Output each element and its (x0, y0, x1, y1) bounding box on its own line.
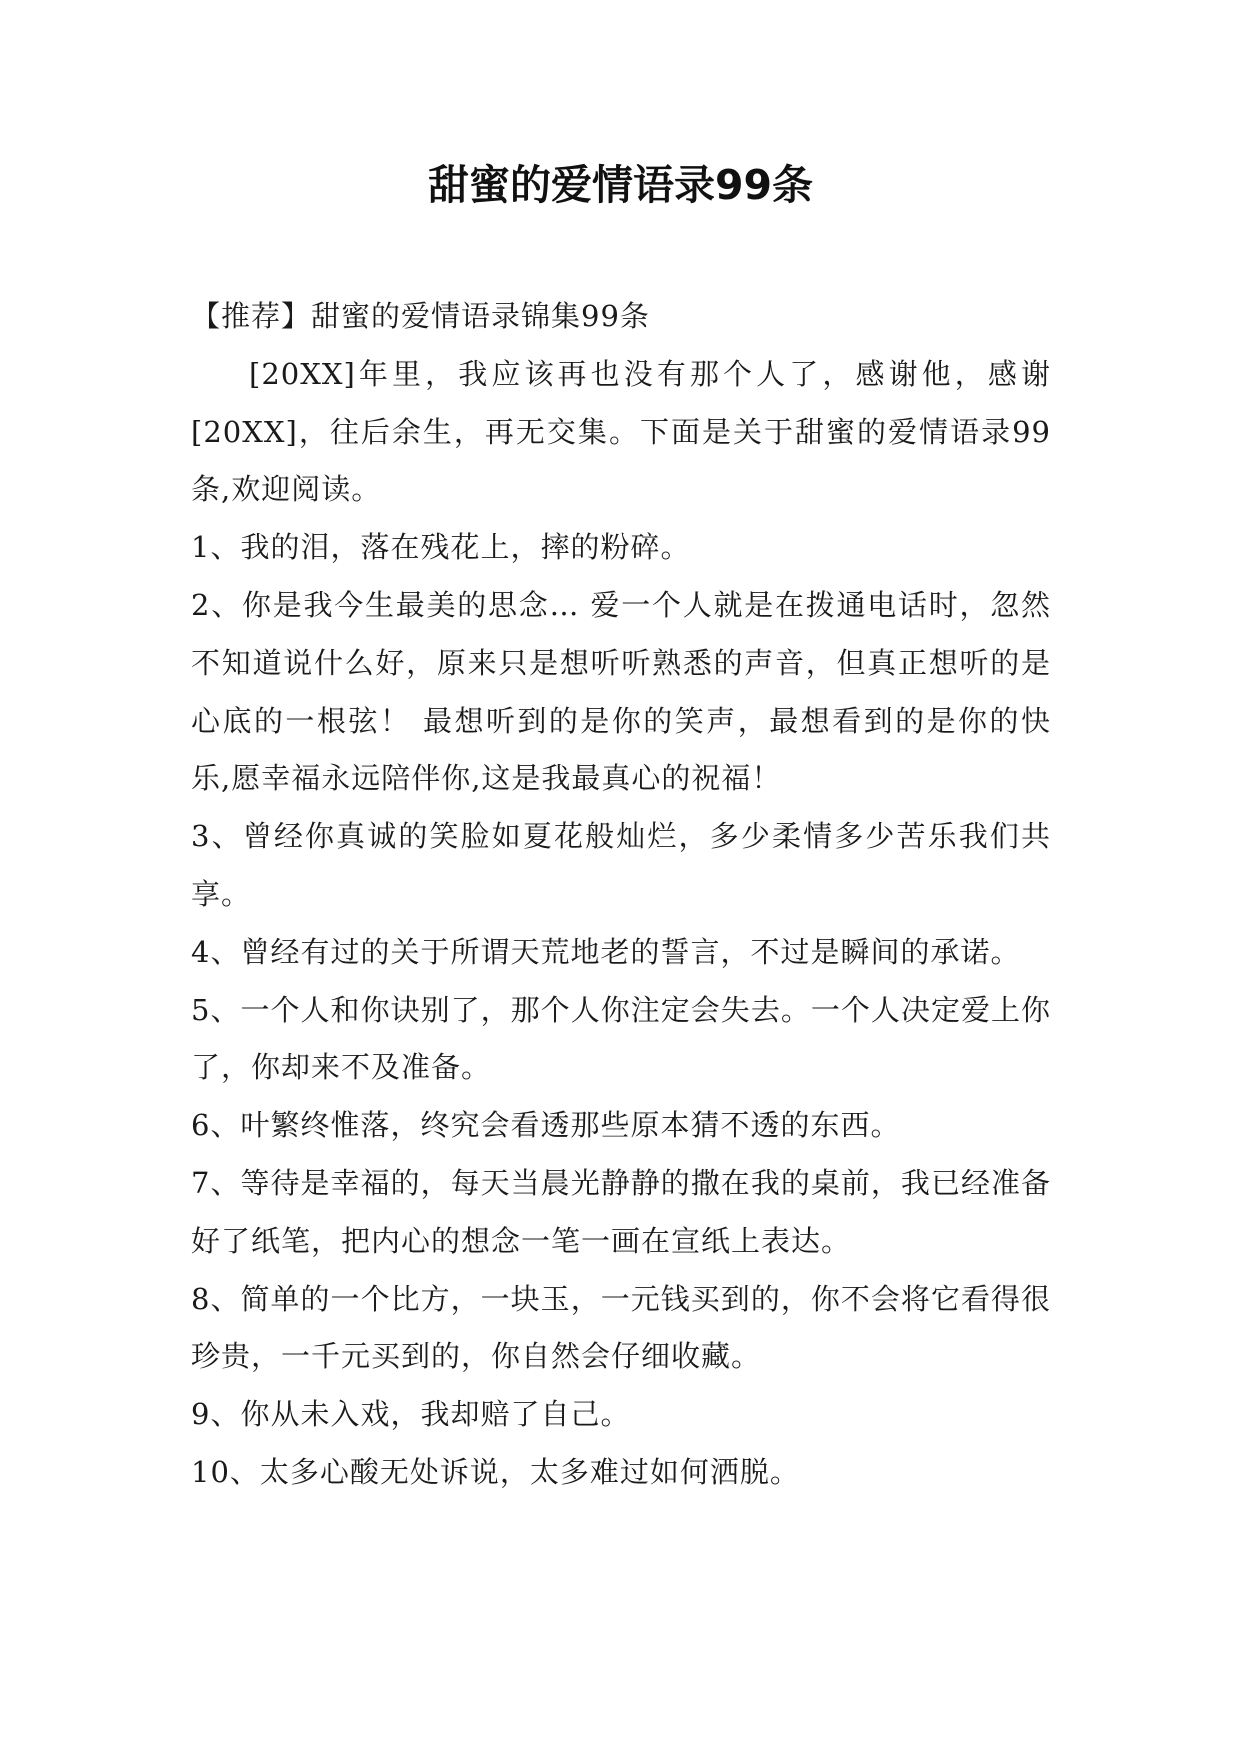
document-body (191, 288, 1051, 1502)
document-title: 甜蜜的爱情语录99条 (427, 161, 814, 209)
quote-item-10: 10、太多心酸无处诉说，太多难过如何洒脱。 (191, 1454, 800, 1489)
quote-item-3: 3、曾经你真诚的笑脸如夏花般灿烂，多少柔情多少苦乐我们共享。 (191, 819, 1051, 911)
quote-item-7: 7、等待是幸福的，每天当晨光静静的撒在我的桌前，我已经准备好了纸笔，把内心的想念一笔一画在宣纸上表达。 (191, 1165, 1051, 1258)
quote-item-2: 2、你是我今生最美的思念… 爱一个人就是在拨通电话时，忽然不知道说什么好，原来只是想听听熟悉的声音，但真正想听的是心底的一根弦！ 最想听到的是你的笑声，最想看到的是你的快乐,愿幸福永远陪伴你,这是我最真心的祝福！ (191, 587, 1051, 796)
quote-item-1: 1、我的泪，落在残花上，摔的粉碎。 (191, 530, 691, 565)
intro-paragraph: [20XX]年里，我应该再也没有那个人了，感谢他，感谢[20XX]，往后余生，再无交集。下面是关于甜蜜的爱情语录99条,欢迎阅读。 (191, 356, 1051, 507)
quote-item-6: 6、叶繁终惟落，终究会看透那些原本猜不透的东西。 (191, 1108, 901, 1143)
quote-item-4: 4、曾经有过的关于所谓天荒地老的誓言，不过是瞬间的承诺。 (191, 934, 1021, 969)
recommend-line: 【推荐】甜蜜的爱情语录锦集99条 (191, 299, 650, 333)
quote-item-8: 8、简单的一个比方，一块玉，一元钱买到的，你不会将它看得很珍贵，一千元买到的，你自然会仔细收藏。 (191, 1281, 1051, 1374)
quote-item-9: 9、你从未入戏，我却赔了自己。 (191, 1397, 631, 1432)
quote-item-5: 5、一个人和你诀别了，那个人你注定会失去。一个人决定爱上你了，你却来不及准备。 (191, 992, 1051, 1085)
